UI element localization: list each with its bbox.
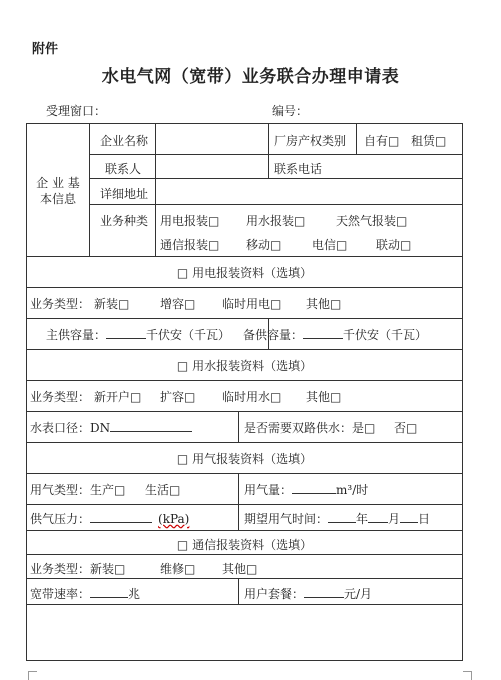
user-package-label: 用户套餐： — [244, 587, 305, 601]
broadband-speed-label: 宽带速率： — [30, 587, 91, 601]
water-section-heading: □ 用水报装资料（选填） — [176, 359, 313, 373]
power-temp-checkbox[interactable]: 临时用电□ — [222, 297, 282, 311]
water-service-checkbox[interactable]: 用水报装□ — [246, 214, 306, 228]
telecom-other-checkbox[interactable]: 其他□ — [222, 562, 258, 576]
meter-label: 水表口径：DN — [30, 421, 111, 435]
broadband-speed-unit: 兆 — [128, 587, 141, 601]
power-section-heading: □ 用电报装资料（选填） — [176, 266, 313, 280]
water-new-checkbox[interactable]: 新开户□ — [94, 390, 142, 404]
gas-life-checkbox[interactable]: 生活□ — [145, 483, 181, 497]
window-label: 受理窗口： — [46, 104, 107, 118]
water-type-label: 业务类型： — [30, 390, 91, 404]
contact-label: 联系人 — [105, 162, 142, 176]
gas-day-unit: 日 — [418, 512, 431, 526]
company-name-label: 企业名称 — [100, 134, 149, 148]
gas-time-label: 期望用气时间： — [244, 512, 329, 526]
phone-label: 联系电话 — [274, 162, 323, 176]
dianxin-checkbox[interactable]: 电信□ — [312, 238, 348, 252]
telecom-service-checkbox[interactable]: 通信报装□ — [160, 238, 220, 252]
gas-year-unit: 年 — [356, 512, 369, 526]
backup-capacity-unit: 千伏安（千瓦） — [343, 328, 428, 342]
gas-production-checkbox[interactable]: 用气类型：生产□ — [30, 483, 126, 497]
gas-section-heading: □ 用气报装资料（选填） — [176, 452, 313, 466]
broadband-speed-row — [30, 585, 140, 602]
gas-day-field[interactable] — [400, 511, 418, 523]
power-service-checkbox[interactable]: 用电报装□ — [160, 214, 220, 228]
meter-field[interactable] — [110, 420, 192, 432]
dual-supply-yes-checkbox[interactable]: 是否需要双路供水：是□ — [244, 421, 376, 435]
unicom-checkbox[interactable]: 联动□ — [376, 238, 412, 252]
meter-row — [30, 419, 192, 436]
telecom-new-checkbox[interactable]: 业务类型：新装□ — [30, 562, 126, 576]
water-temp-checkbox[interactable]: 临时用水□ — [222, 390, 282, 404]
water-other-checkbox[interactable]: 其他□ — [306, 390, 342, 404]
own-checkbox[interactable]: 自有□ — [364, 134, 400, 148]
user-package-unit: 元/月 — [344, 587, 373, 601]
user-package-field[interactable] — [304, 586, 344, 598]
gas-service-checkbox[interactable]: 天然气报装□ — [336, 214, 408, 228]
main-capacity-field[interactable] — [106, 327, 146, 339]
gas-pressure-label: 供气压力： — [30, 512, 91, 526]
broadband-speed-field[interactable] — [90, 586, 128, 598]
user-package-row — [244, 585, 372, 602]
backup-capacity-row — [243, 326, 427, 343]
gas-amount-field[interactable] — [292, 482, 336, 494]
gas-amount-label: 用气量： — [244, 483, 293, 497]
attachment-label: 附件 — [32, 42, 59, 57]
gas-time-row — [244, 510, 430, 527]
power-new-checkbox[interactable]: 新装□ — [94, 297, 130, 311]
main-capacity-label: 主供容量： — [46, 328, 107, 342]
rent-checkbox[interactable]: 租赁□ — [411, 134, 447, 148]
main-capacity-row — [46, 326, 230, 343]
backup-capacity-field[interactable] — [303, 327, 343, 339]
form-title: 水电气网（宽带）业务联合办理申请表 — [101, 67, 400, 87]
gas-pressure-field[interactable] — [90, 511, 152, 523]
power-other-checkbox[interactable]: 其他□ — [306, 297, 342, 311]
gas-year-field[interactable] — [328, 511, 356, 523]
gas-amount-unit: m³/时 — [336, 483, 369, 497]
gas-pressure-unit: (kPa) — [158, 512, 190, 526]
number-label: 编号： — [272, 104, 309, 118]
property-type-label: 厂房产权类别 — [274, 134, 347, 148]
telecom-section-heading: □ 通信报装资料（选填） — [176, 538, 313, 552]
gas-month-field[interactable] — [368, 511, 388, 523]
power-type-label: 业务类型： — [30, 297, 91, 311]
gas-pressure-row — [30, 510, 189, 527]
address-label: 详细地址 — [100, 187, 149, 201]
gas-month-unit: 月 — [388, 512, 401, 526]
water-expand-checkbox[interactable]: 扩容□ — [160, 390, 196, 404]
backup-capacity-label: 备供容量： — [243, 328, 304, 342]
service-type-label: 业务种类 — [100, 214, 149, 228]
enterprise-section-label: 企 业 基 本信息 — [36, 176, 80, 206]
mobile-checkbox[interactable]: 移动□ — [246, 238, 282, 252]
telecom-repair-checkbox[interactable]: 维修□ — [160, 562, 196, 576]
power-add-checkbox[interactable]: 增容□ — [160, 297, 196, 311]
gas-amount-row — [244, 481, 368, 498]
main-capacity-unit: 千伏安（千瓦） — [146, 328, 231, 342]
dual-supply-no-checkbox[interactable]: 否□ — [394, 421, 418, 435]
